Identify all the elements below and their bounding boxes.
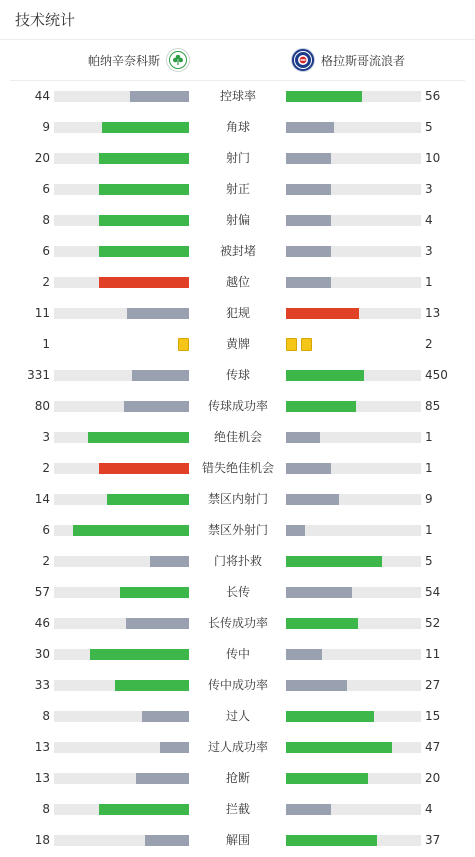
stat-row <box>0 825 475 856</box>
home-bar-fill <box>99 277 189 288</box>
home-stat-value: 6 <box>42 244 50 258</box>
home-bar-track <box>54 742 189 753</box>
stat-label: 传中 <box>225 647 250 661</box>
stat-label: 传球成功率 <box>207 399 268 413</box>
stat-row <box>0 670 475 701</box>
away-bar-fill <box>286 153 331 164</box>
away-stat-value: 3 <box>425 244 433 258</box>
home-stat-value: 1 <box>42 337 50 351</box>
home-bar-fill <box>136 773 189 784</box>
away-team[interactable] <box>291 40 405 80</box>
home-team-name: 帕纳辛奈科斯 <box>87 53 160 68</box>
away-bar-fill <box>286 680 347 691</box>
stat-label: 犯规 <box>225 306 250 320</box>
away-stat-value: 1 <box>425 461 433 475</box>
home-bar-fill <box>99 463 189 474</box>
stat-row <box>0 391 475 422</box>
home-bar-fill <box>130 91 189 102</box>
home-bar-fill <box>150 556 189 567</box>
away-bar-track <box>286 742 421 753</box>
home-bar-fill <box>99 153 189 164</box>
away-bar-track <box>286 308 421 319</box>
home-bar-fill <box>120 587 189 598</box>
away-bar-fill <box>286 835 377 846</box>
stat-label: 绝佳机会 <box>213 430 262 444</box>
home-stat-value: 9 <box>42 120 50 134</box>
home-team[interactable] <box>88 40 190 80</box>
home-bar-fill <box>90 649 189 660</box>
home-stat-value: 57 <box>34 585 50 599</box>
home-stat-value: 13 <box>34 740 50 754</box>
home-stat-value: 13 <box>34 771 50 785</box>
home-bar-track <box>54 432 189 443</box>
away-bar-fill <box>286 91 362 102</box>
home-bar-track <box>54 525 189 536</box>
away-bar-fill <box>286 432 320 443</box>
yellow-card-icon <box>178 338 189 351</box>
stat-row <box>0 205 475 236</box>
home-bar-track <box>54 680 189 691</box>
away-bar-track <box>286 556 421 567</box>
away-stat-value: 1 <box>425 430 433 444</box>
stat-row <box>0 453 475 484</box>
away-bar-fill <box>286 773 368 784</box>
away-stat-value: 9 <box>425 492 433 506</box>
away-bar-track <box>286 835 421 846</box>
away-bar-track <box>286 525 421 536</box>
home-bar-fill <box>142 711 189 722</box>
yellow-card-icon <box>301 338 312 351</box>
home-stat-value: 44 <box>34 89 50 103</box>
away-bar-track <box>286 649 421 660</box>
away-bar-fill <box>286 494 339 505</box>
away-bar-track <box>286 91 421 102</box>
away-stat-value: 450 <box>425 368 448 382</box>
yellow-card-icon <box>286 338 297 351</box>
away-stat-value: 4 <box>425 213 433 227</box>
away-bar-track <box>286 587 421 598</box>
home-bar-fill <box>99 215 189 226</box>
away-stat-value: 5 <box>425 120 433 134</box>
stat-label: 传中成功率 <box>207 678 268 692</box>
stat-label: 长传成功率 <box>207 616 268 630</box>
away-bar-track <box>286 773 421 784</box>
away-team-name: 格拉斯哥流浪者 <box>321 53 406 68</box>
home-stat-value: 6 <box>42 523 50 537</box>
away-bar-fill <box>286 804 331 815</box>
home-stat-value: 6 <box>42 182 50 196</box>
stat-row <box>0 143 475 174</box>
stat-label: 控球率 <box>219 89 256 103</box>
away-stat-value: 52 <box>425 616 441 630</box>
home-bar-fill <box>132 370 189 381</box>
home-bar-track <box>54 649 189 660</box>
home-bar-fill <box>115 680 189 691</box>
away-stat-value: 1 <box>425 275 433 289</box>
home-bar-track <box>54 494 189 505</box>
stat-label: 错失绝佳机会 <box>201 461 274 475</box>
home-bar-track <box>54 463 189 474</box>
stat-row <box>0 794 475 825</box>
stat-label: 被封堵 <box>219 244 256 258</box>
stat-label: 角球 <box>225 120 250 134</box>
home-bar-fill <box>145 835 189 846</box>
home-bar-track <box>54 401 189 412</box>
home-stat-value: 30 <box>34 647 50 661</box>
away-bar-track <box>286 246 421 257</box>
away-stat-value: 10 <box>425 151 441 165</box>
stat-label: 长传 <box>225 585 250 599</box>
away-stat-value: 54 <box>425 585 441 599</box>
away-bar-track <box>286 215 421 226</box>
away-stat-value: 3 <box>425 182 433 196</box>
away-bar-fill <box>286 618 358 629</box>
stat-label: 传球 <box>225 368 250 382</box>
home-bar-fill <box>160 742 189 753</box>
stat-row <box>0 236 475 267</box>
page-title: 技术统计 <box>0 0 475 40</box>
home-bar-track <box>54 122 189 133</box>
home-stat-value: 80 <box>34 399 50 413</box>
away-stat-value: 11 <box>425 647 441 661</box>
home-stat-value: 20 <box>34 151 50 165</box>
home-stat-value: 3 <box>42 430 50 444</box>
stat-label: 射偏 <box>225 213 250 227</box>
away-bar-fill <box>286 184 331 195</box>
home-bar-fill <box>127 308 189 319</box>
stat-row <box>0 329 475 360</box>
away-stat-value: 5 <box>425 554 433 568</box>
away-bar-track <box>286 401 421 412</box>
home-bar-fill <box>102 122 189 133</box>
away-stat-value: 56 <box>425 89 441 103</box>
home-bar-fill <box>99 184 189 195</box>
home-bar-track <box>54 370 189 381</box>
away-bar-track <box>286 618 421 629</box>
home-bar-fill <box>73 525 189 536</box>
home-bar-track <box>54 556 189 567</box>
stat-row <box>0 267 475 298</box>
away-bar-fill <box>286 587 352 598</box>
stat-row <box>0 608 475 639</box>
home-bar-track <box>54 804 189 815</box>
away-bar-track <box>286 122 421 133</box>
stat-row <box>0 701 475 732</box>
clover-crest-icon <box>166 48 190 72</box>
away-stat-value: 15 <box>425 709 441 723</box>
rangers-crest-icon <box>291 48 315 72</box>
home-bar-track <box>54 587 189 598</box>
home-bar-track <box>54 711 189 722</box>
stat-row <box>0 360 475 391</box>
stat-row <box>0 763 475 794</box>
home-bar-track <box>54 773 189 784</box>
stat-label: 门将扑救 <box>213 554 262 568</box>
stat-label: 越位 <box>225 275 250 289</box>
away-stat-value: 4 <box>425 802 433 816</box>
home-stat-value: 2 <box>42 554 50 568</box>
away-bar-fill <box>286 556 382 567</box>
home-stat-value: 8 <box>42 709 50 723</box>
stat-label: 射正 <box>225 182 250 196</box>
home-bar-track <box>54 835 189 846</box>
home-bar-track <box>54 215 189 226</box>
away-bar-track <box>286 277 421 288</box>
stat-row <box>0 546 475 577</box>
home-stat-value: 14 <box>34 492 50 506</box>
home-bar-track <box>54 277 189 288</box>
home-stat-value: 2 <box>42 461 50 475</box>
away-stat-value: 1 <box>425 523 433 537</box>
away-bar-track <box>286 463 421 474</box>
home-bar-fill <box>88 432 189 443</box>
stat-label: 过人 <box>225 709 250 723</box>
away-bar-track <box>286 432 421 443</box>
stat-row <box>0 484 475 515</box>
home-stat-value: 46 <box>34 616 50 630</box>
home-bar-track <box>54 308 189 319</box>
away-bar-fill <box>286 308 359 319</box>
stat-row <box>0 732 475 763</box>
away-stat-value: 13 <box>425 306 441 320</box>
stat-row <box>0 515 475 546</box>
stat-row <box>0 422 475 453</box>
home-bar-fill <box>126 618 189 629</box>
away-bar-fill <box>286 246 331 257</box>
stat-label: 射门 <box>225 151 250 165</box>
stat-row <box>0 639 475 670</box>
home-stat-value: 18 <box>34 833 50 847</box>
away-bar-track <box>286 804 421 815</box>
home-stat-value: 8 <box>42 802 50 816</box>
stat-row <box>0 81 475 112</box>
away-bar-fill <box>286 742 392 753</box>
stat-label: 过人成功率 <box>207 740 268 754</box>
away-bar-fill <box>286 711 374 722</box>
stat-row <box>0 577 475 608</box>
home-bar-track <box>54 246 189 257</box>
away-bar-fill <box>286 370 364 381</box>
away-bar-fill <box>286 215 331 226</box>
team-header <box>10 40 465 81</box>
home-bar-fill <box>124 401 189 412</box>
home-stat-value: 33 <box>34 678 50 692</box>
home-stat-value: 2 <box>42 275 50 289</box>
away-bar-fill <box>286 463 331 474</box>
stat-label: 黄牌 <box>225 337 250 351</box>
home-stat-value: 331 <box>27 368 50 382</box>
away-bar-fill <box>286 525 305 536</box>
away-bar-fill <box>286 277 331 288</box>
away-stat-value: 27 <box>425 678 441 692</box>
home-bar-fill <box>99 804 189 815</box>
away-bar-track <box>286 711 421 722</box>
away-bar-fill <box>286 649 322 660</box>
away-bar-track <box>286 680 421 691</box>
away-stat-value: 20 <box>425 771 441 785</box>
away-bar-track <box>286 184 421 195</box>
away-yellow-cards <box>286 338 312 351</box>
away-bar-track <box>286 370 421 381</box>
stat-label: 禁区外射门 <box>207 523 268 537</box>
home-yellow-cards <box>178 338 189 351</box>
away-bar-fill <box>286 122 334 133</box>
home-bar-track <box>54 153 189 164</box>
stat-row <box>0 174 475 205</box>
away-stat-value: 2 <box>425 337 433 351</box>
away-bar-track <box>286 494 421 505</box>
away-stat-value: 85 <box>425 399 441 413</box>
home-stat-value: 8 <box>42 213 50 227</box>
home-bar-track <box>54 91 189 102</box>
home-bar-fill <box>99 246 189 257</box>
stat-label: 禁区内射门 <box>207 492 268 506</box>
stat-label: 解围 <box>225 833 250 847</box>
home-stat-value: 11 <box>34 306 50 320</box>
home-bar-track <box>54 184 189 195</box>
away-stat-value: 37 <box>425 833 441 847</box>
away-bar-track <box>286 153 421 164</box>
away-stat-value: 47 <box>425 740 441 754</box>
home-bar-fill <box>107 494 189 505</box>
stat-row <box>0 298 475 329</box>
away-bar-fill <box>286 401 356 412</box>
stat-label: 抢断 <box>225 771 250 785</box>
stat-label: 拦截 <box>225 802 250 816</box>
home-bar-track <box>54 618 189 629</box>
stat-row <box>0 112 475 143</box>
